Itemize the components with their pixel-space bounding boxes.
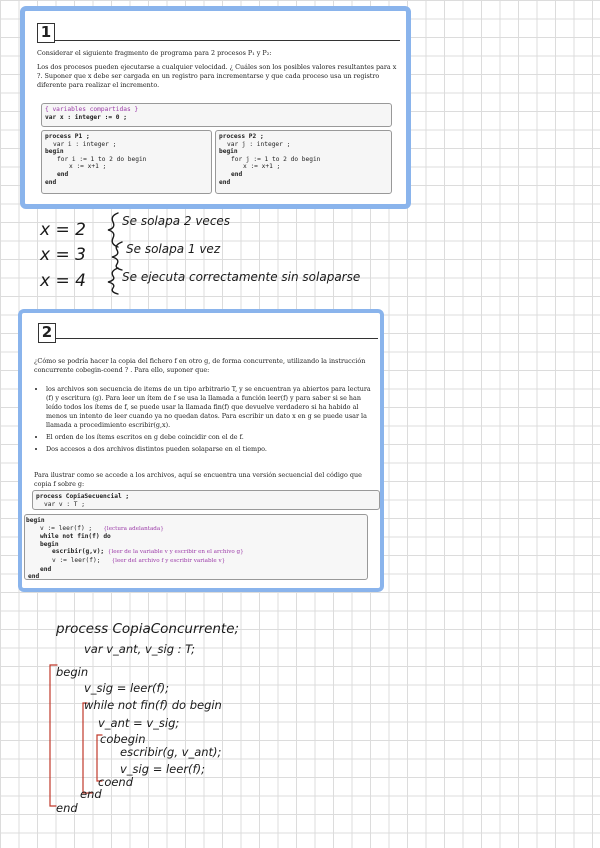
p2-end: end bbox=[219, 178, 231, 186]
code-end-inner: end bbox=[40, 565, 52, 573]
p1-body: x := x+1 ; bbox=[69, 163, 107, 171]
p1-begin: begin bbox=[45, 148, 64, 156]
code-comment: {lectura adelantada} bbox=[103, 525, 164, 532]
p1-end: end bbox=[45, 178, 57, 186]
problem-closing: Para ilustrar como se accede a los archivos, aquí se encuentra una versión secuencial del código que copia f sobre g: bbox=[34, 471, 362, 488]
code-begin2: begin bbox=[40, 540, 59, 548]
hw-process: process CopiaConcurrente; bbox=[56, 621, 240, 637]
p1-end-inner: end bbox=[57, 170, 69, 178]
p2-body: x := x+1 ; bbox=[243, 163, 281, 171]
hw-end-inner: end bbox=[80, 787, 102, 801]
code-comment: {leer del archivo f y escribir variable v} bbox=[111, 557, 226, 564]
problem-description: Los dos procesos pueden ejecutarse a cualquier velocidad. ¿ Cuáles son los posibles valores resultantes para x ?. Suponer que x debe ser cargada en un registro para incrementarse y que cada proceso usa un registro diferente para realizar el incremento. bbox=[37, 63, 397, 89]
code-write: escribir(g,v); bbox=[52, 548, 105, 556]
code-while: while not fin(f) do bbox=[40, 533, 111, 541]
shared-decl: var x : integer := 0 ; bbox=[45, 113, 127, 121]
code-end: end bbox=[28, 573, 40, 581]
note-x2-text: Se solapa 2 veces bbox=[122, 214, 231, 228]
code-begin: begin bbox=[26, 517, 45, 524]
hw-var: var v_ant, v_sig : T; bbox=[84, 642, 196, 656]
block-bracket-begin bbox=[50, 665, 57, 806]
p2-var: var j : integer ; bbox=[227, 140, 291, 148]
brace-stroke bbox=[108, 268, 118, 294]
assumption-item: • El orden de los ítems escritos en g debe coincidir con el de f. bbox=[46, 433, 378, 442]
code-comment: {leer de la variable v y escribir en el archivo g} bbox=[107, 549, 244, 556]
brace-stroke bbox=[112, 242, 122, 270]
hw-end: end bbox=[56, 801, 78, 815]
code-var: var v : T ; bbox=[44, 500, 85, 508]
note-x4: x = 4 bbox=[40, 271, 86, 291]
block-bracket-while bbox=[83, 703, 92, 793]
problem-number: 1 bbox=[37, 23, 55, 43]
p1-for: for i := 1 to 2 do begin bbox=[57, 155, 147, 163]
problem-statement: Considerar el siguiente fragmento de programa para 2 procesos P₁ y P₂: bbox=[37, 49, 272, 57]
p1-header: process P1 ; bbox=[45, 133, 90, 140]
note-x3: x = 3 bbox=[40, 245, 86, 265]
note-x4-text: Se ejecuta correctamente sin solaparse bbox=[122, 270, 361, 284]
shared-comment: { variables compartidas } bbox=[45, 106, 139, 113]
p2-end-inner: end bbox=[231, 170, 243, 178]
hw-write: escribir(g, v_ant); bbox=[120, 745, 222, 759]
code-read: v := leer(f) ; bbox=[40, 524, 93, 532]
hw-read: v_sig = leer(f); bbox=[84, 681, 169, 695]
problem-number: 2 bbox=[38, 323, 56, 343]
assumption-item: • los archivos son secuencia de items de un tipo arbitrario T, y se encuentran ya abiertos para lectura (f) y escritura (g). Para leer un ítem de f se usa la llamada a función leer(f) y para saber si se han leído todos los ítems de f, se puede usar la llamada fin(f) que devuelve verdadero si ha habido al menos un intento de leer cuando ya no quedan datos. Para escribir un dato x en g se puede usar la llamada a procedimiento escribir(g,x). bbox=[46, 385, 378, 430]
p2-for: for j := 1 to 2 do begin bbox=[231, 155, 321, 163]
brace-stroke bbox=[108, 213, 118, 247]
assumption-item: • Dos accesos a dos archivos distintos pueden solaparse en el tiempo. bbox=[46, 445, 378, 454]
note-x2: x = 2 bbox=[40, 220, 86, 240]
p2-begin: begin bbox=[219, 148, 238, 156]
code-read2: v := leer(f); bbox=[52, 556, 101, 564]
note-x3-text: Se solapa 1 vez bbox=[126, 242, 221, 256]
hw-begin: begin bbox=[56, 665, 89, 679]
hw-assign: v_ant = v_sig; bbox=[98, 716, 180, 730]
problem-intro: ¿Cómo se podría hacer la copia del fichero f en otro g, de forma concurrente, utilizando la instrucción concurrente cobegin-coend ? . Para ello, suponer que: bbox=[34, 357, 366, 374]
hw-coend: coend bbox=[98, 775, 134, 789]
code-header: process CopiaSecuencial ; bbox=[36, 493, 130, 500]
hw-cobegin: cobegin bbox=[100, 732, 146, 746]
p2-header: process P2 ; bbox=[219, 133, 264, 140]
hw-read2: v_sig = leer(f); bbox=[120, 762, 205, 776]
hw-while: while not fin(f) do begin bbox=[84, 698, 222, 712]
p1-var: var i : integer ; bbox=[53, 140, 117, 148]
